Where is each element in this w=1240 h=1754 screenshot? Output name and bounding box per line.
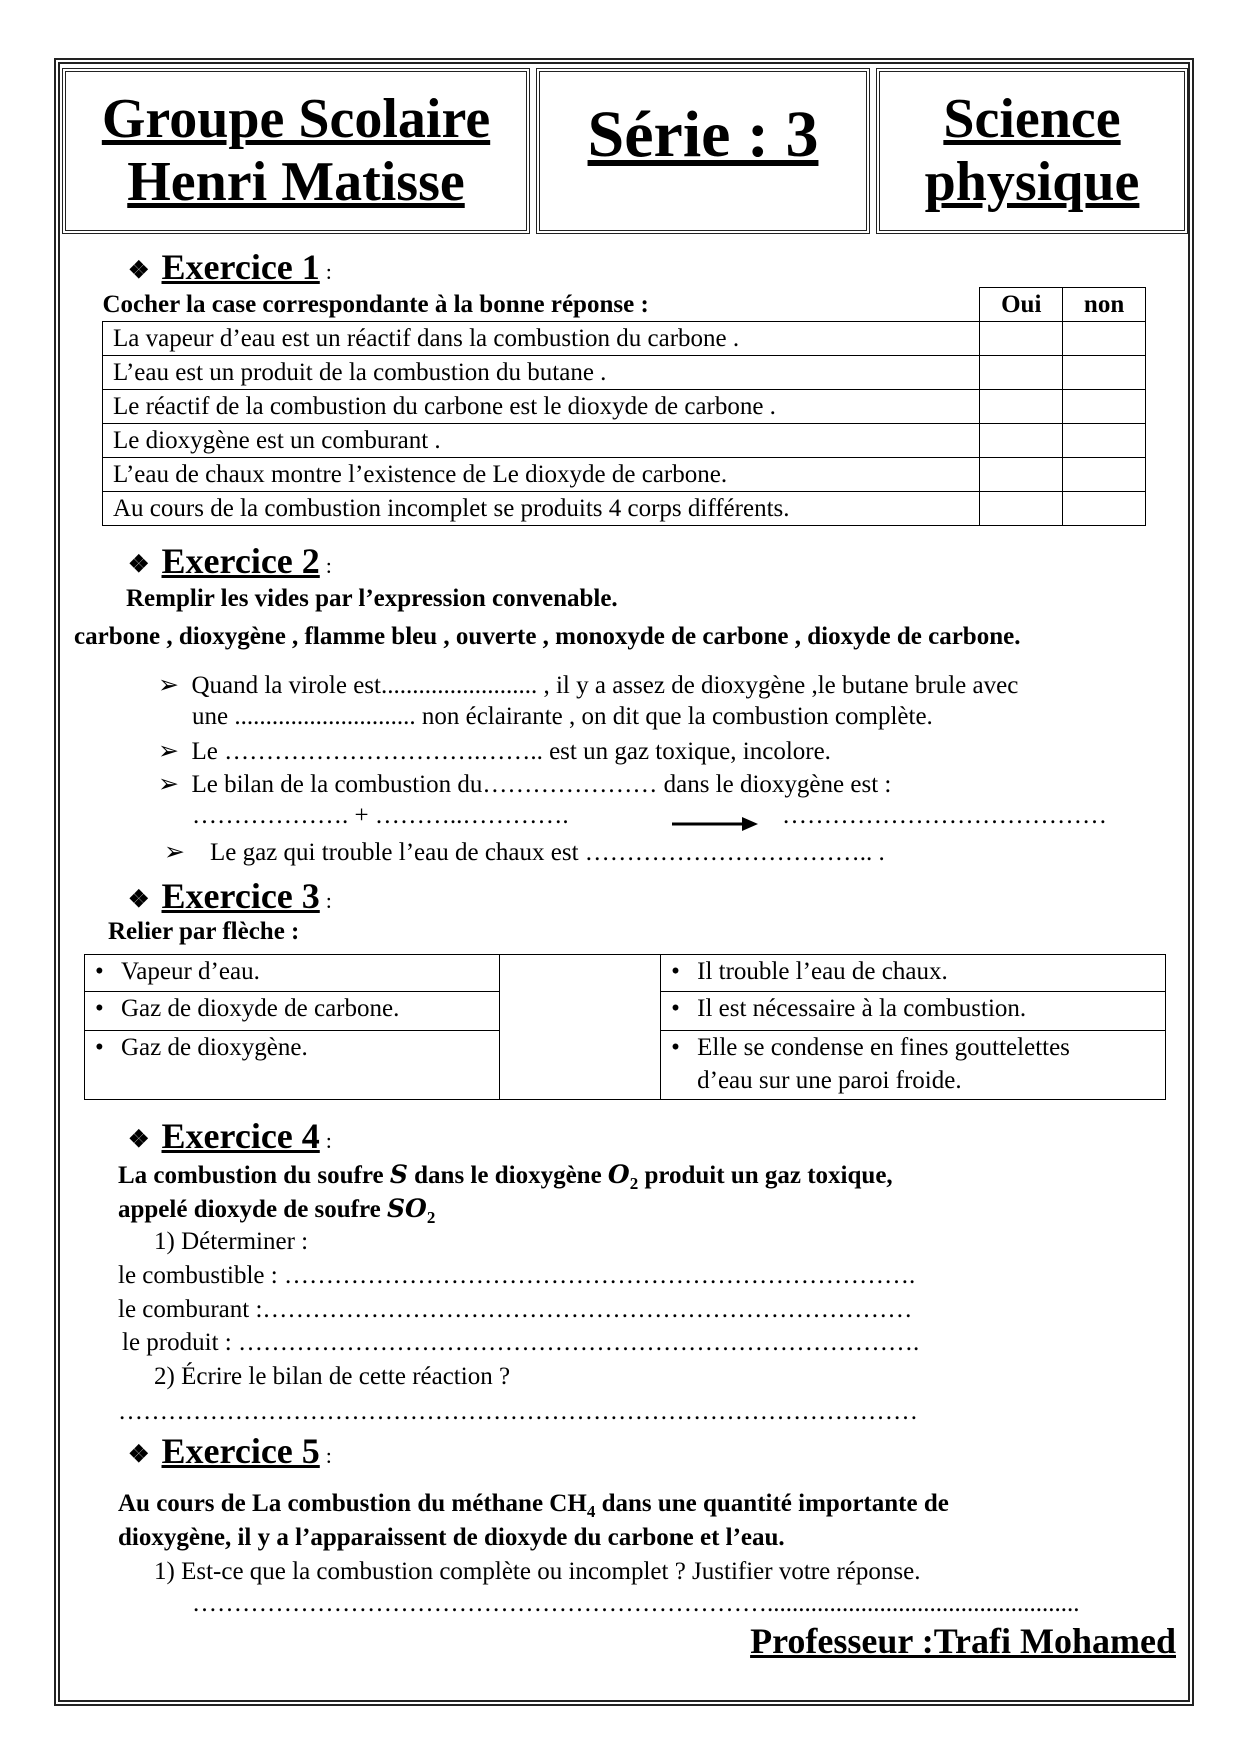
table-row: Au cours de la combustion incomplet se produits 4 corps différents. [103,492,1146,526]
diamond-bullet-icon: ❖ [128,552,150,579]
checkbox-no[interactable] [1063,356,1146,390]
ex1-col-yes: Oui [980,288,1063,322]
ex2-line-1: ➢ Quand la virole est......................... , il y a assez de dioxygène ,le butane brule avec [158,672,1019,699]
ex1-instruction: Cocher la case correspondante à la bonne réponse : [103,288,980,322]
checkbox-yes[interactable] [980,424,1063,458]
ex3-instruction: Relier par flèche : [108,918,300,945]
exercise-2-title: ❖ Exercice 2 : [128,541,332,581]
ex3-left-2[interactable]: • Gaz de dioxyde de carbone. [85,992,500,1031]
table-row: L’eau est un produit de la combustion du butane . [103,356,1146,390]
ex3-left-3[interactable]: • Gaz de dioxygène. [85,1031,500,1100]
exercise-4-title: ❖ Exercice 4 : [128,1116,332,1156]
table-row: L’eau de chaux montre l’existence de Le dioxyde de carbone. [103,458,1146,492]
ex4-comburant-line[interactable]: le comburant :…………………………………………………………………… [118,1296,913,1323]
ex4-question-1: 1) Déterminer : [154,1228,309,1255]
ex2-instruction: Remplir les vides par l’expression convenable. [126,585,618,612]
ex4-intro-line-2: appelé dioxyde de soufre $SO_2$ [118,1194,436,1227]
ex2-line-5b: ………………………………… [782,802,1107,829]
ex3-right-3[interactable]: • Elle se condense en fines gouttelettes d’eau sur une paroi froide. [661,1031,1166,1100]
ex5-answer-line[interactable]: …………………………………………………………….................................................. [192,1590,1080,1617]
ex2-line-5a: ………………. + ………..…………. [192,802,569,829]
checkbox-no[interactable] [1063,424,1146,458]
ex4-combustible-line[interactable]: le combustible : …………………………………………………………………. [118,1262,916,1289]
checkbox-yes[interactable] [980,492,1063,526]
professor-name: Professeur :Trafi Mohamed [750,1621,1176,1661]
checkbox-no[interactable] [1063,458,1146,492]
checkbox-yes[interactable] [980,322,1063,356]
exercise-3-table [84,954,1166,1100]
school-line-1: Groupe Scolaire [101,88,491,151]
ex3-right-2[interactable]: • Il est nécessaire à la combustion. [661,992,1166,1031]
diamond-bullet-icon: ❖ [128,887,150,914]
ex5-intro-line-2: dioxygène, il y a l’apparaissent de dioxyde du carbone et l’eau. [118,1524,785,1551]
ex2-line-4: ➢ Le bilan de la combustion du………………… dans le dioxygène est : [158,771,892,798]
checkbox-no[interactable] [1063,492,1146,526]
checkbox-yes[interactable] [980,458,1063,492]
subject-line-1: Science [943,88,1121,151]
right-arrow-icon [670,814,760,834]
ex3-left-1[interactable]: • Vapeur d’eau. [85,955,500,992]
diamond-bullet-icon: ❖ [128,1127,150,1154]
ex4-answer-line[interactable]: …………………………………………………………………………………… [118,1398,918,1425]
ex2-line-3: ➢ Le ………………………….…….. est un gaz toxique, incolore. [158,738,831,765]
exercise-3-title: ❖ Exercice 3 : [128,876,332,916]
exercise-1-title: ❖ Exercice 1 : [128,247,332,287]
checkbox-no[interactable] [1063,390,1146,424]
checkbox-yes[interactable] [980,390,1063,424]
ex5-question-1: 1) Est-ce que la combustion complète ou incomplet ? Justifier votre réponse. [154,1558,921,1585]
checkbox-yes[interactable] [980,356,1063,390]
diamond-bullet-icon: ❖ [128,258,150,285]
ex2-line-2: une ............................. non éclairante , on dit que la combustion complète. [192,703,933,730]
table-row: Le dioxygène est un comburant . [103,424,1146,458]
checkbox-no[interactable] [1063,322,1146,356]
series-box [536,68,870,234]
ex4-intro-line-1: La combustion du soufre S dans le dioxygène $O_2$ produit un gaz toxique, [118,1160,893,1193]
ex3-link-area[interactable] [499,955,661,1100]
series-title: Série : 3 [587,98,819,171]
subject-box [876,68,1188,234]
ex2-word-bank: carbone , dioxygène , flamme bleu , ouverte , monoxyde de carbone , dioxyde de carbone. [74,623,1021,650]
ex4-question-2: 2) Écrire le bilan de cette réaction ? [154,1363,511,1390]
ex5-intro-line-1: Au cours de La combustion du méthane $CH_4$ dans une quantité importante de [118,1490,949,1521]
ex1-col-no: non [1063,288,1146,322]
table-row: La vapeur d’eau est un réactif dans la combustion du carbone . [103,322,1146,356]
exercise-1-table [102,287,1146,526]
ex2-line-6: ➢ Le gaz qui trouble l’eau de chaux est …………………………….. . [164,839,885,866]
subject-line-2: physique [924,151,1140,213]
exercise-5-title: ❖ Exercice 5 : [128,1431,332,1471]
table-row: Le réactif de la combustion du carbone est le dioxyde de carbone . [103,390,1146,424]
school-name-box [62,68,530,234]
ex4-produit-line[interactable]: le produit : ………………………………………………………………………. [122,1329,920,1356]
diamond-bullet-icon: ❖ [128,1442,150,1469]
school-line-2: Henri Matisse [127,151,465,213]
ex3-right-1[interactable]: • Il trouble l’eau de chaux. [661,955,1166,992]
